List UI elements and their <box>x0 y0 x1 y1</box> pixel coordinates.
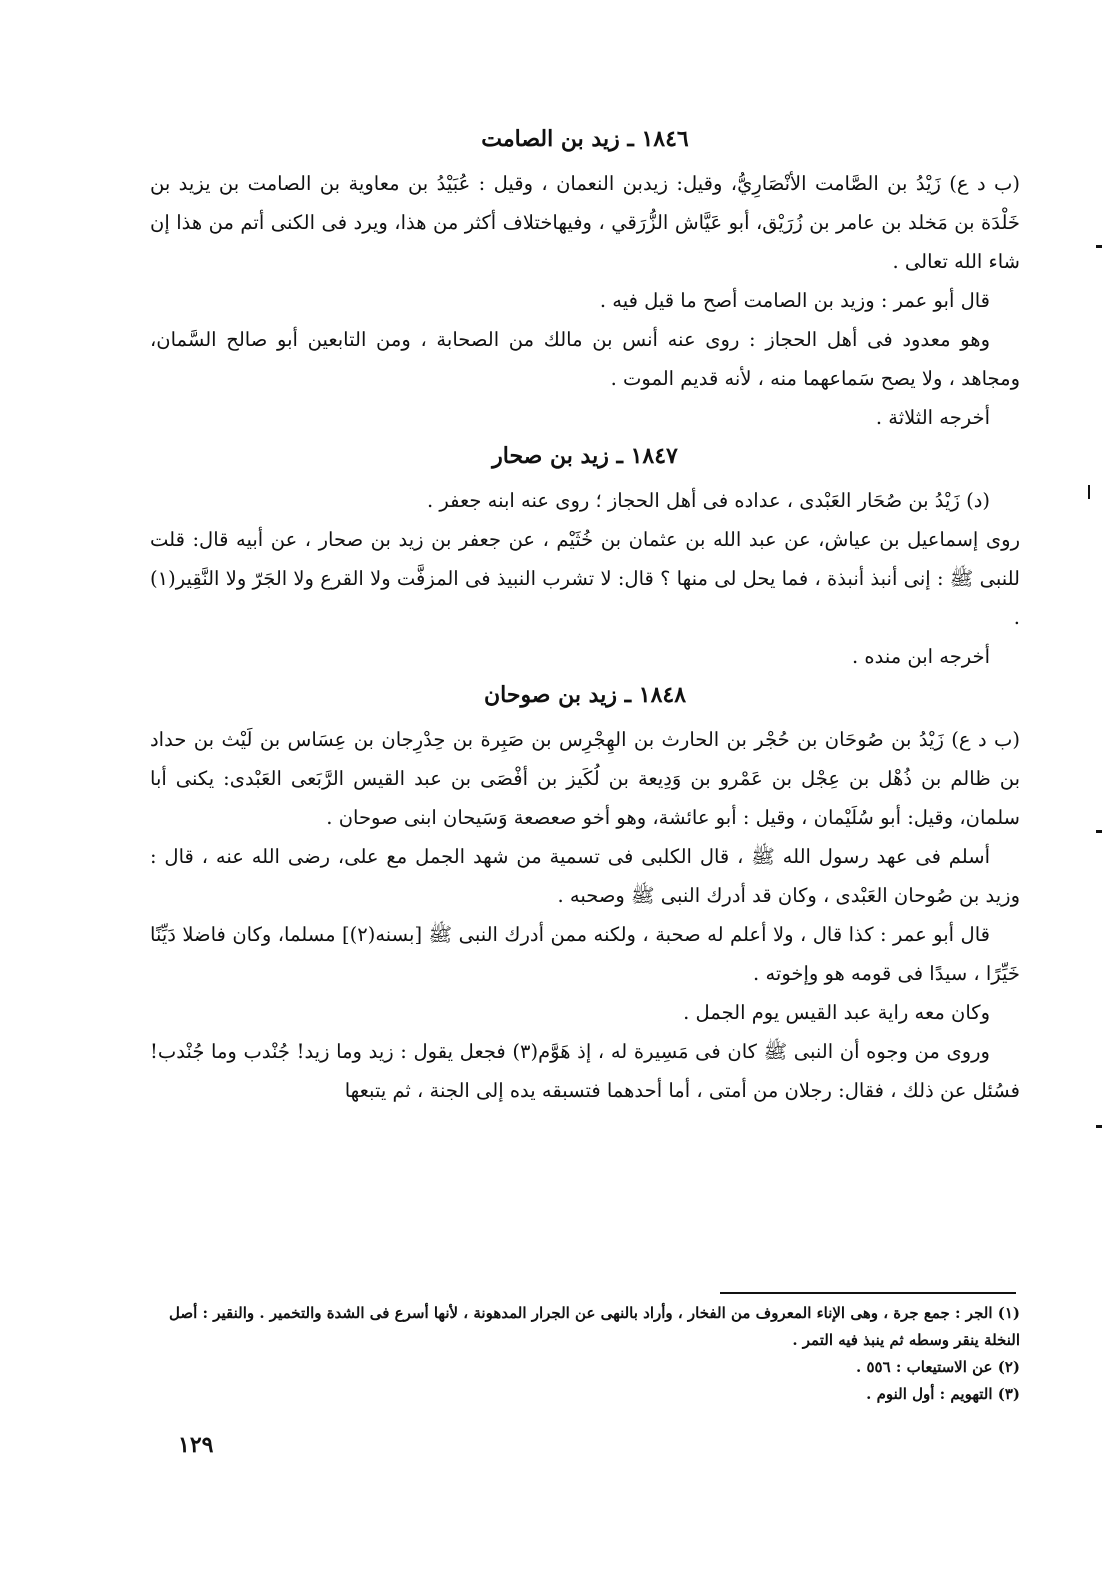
document-body <box>150 120 1020 1110</box>
entry-paragraph: أسلم فى عهد رسول الله ﷺ ، قال الكلبى فى تسمية من شهد الجمل مع على، رضى الله عنه ، قال : وزيد بن صُوحان العَبْدى ، وكان قد أدرك النبى ﷺ وصحبه . <box>150 845 1020 907</box>
page-number: ١٢٩ <box>178 1432 214 1458</box>
entry-paragraph: (ب د ع) زَيْدُ بن الصَّامت الأنْصَارِيُّ، وقيل: زيدبن النعمان ، وقيل : عُبَيْدُ بن معاوية بن الصامت بن يزيد بن خَلْدَة بن مَخلد بن عامر بن زُرَيْق، أبو عَيَّاش الزُّرَقي ، وفيهاختلاف أكثر من هذا، ويرد فى الكنى أتم من هذا إن شاء الله تعالى . <box>150 172 1020 273</box>
footnote: (٣) التهويم : أول النوم . <box>866 1385 1020 1403</box>
entry-1846 <box>150 126 1020 437</box>
footnote-separator <box>720 1292 1016 1294</box>
entry-paragraph: (ب د ع) زَيْدُ بن صُوحَان بن حُجْر بن الحارث بن الهِجْرِس بن صَبِرة بن حِدْرِجان بن عِسَاس بن لَيْث بن حداد بن ظالم بن ذُهْل بن عِجْل بن عَمْرو بن وَدِيعة بن لُكَيز بن أفْصَى بن عبد القيس الرَّبَعى العَبْدى: يكنى أبا سلمان، وقيل: أبو سُلَيْمان ، وقيل : أبو عائشة، وهو أخو صعصعة وَسَيحان ابنى صوحان . <box>150 728 1020 829</box>
entry-heading: ١٨٤٦ ـ زيد بن الصامت <box>481 126 689 152</box>
margin-mark <box>1088 485 1090 499</box>
entry-paragraph: وروى من وجوه أن النبى ﷺ كان فى مَسِيرة له ، إذ هَوَّم(٣) فجعل يقول : زيد وما زيد! جُنْدب وما جُنْدب! فسُئل عن ذلك ، فقال: رجلان من أمتى ، أما أحدهما فتسبقه يده إلى الجنة ، ثم يتبعها <box>150 1040 1020 1102</box>
footnotes <box>150 1300 1020 1408</box>
entry-1848 <box>150 682 1020 1110</box>
entry-1847 <box>150 443 1020 676</box>
entry-paragraph: أخرجه الثلاثة . <box>875 406 990 429</box>
margin-mark <box>1096 830 1102 833</box>
margin-mark <box>1096 245 1102 248</box>
entry-paragraph: وهو معدود فى أهل الحجاز : روى عنه أنس بن مالك من الصحابة ، ومن التابعين أبو صالح السَّمان، ومجاهد ، ولا يصح سَماعهما منه ، لأنه قديم الموت . <box>150 328 1020 390</box>
margin-mark <box>1096 1125 1102 1128</box>
entry-heading: ١٨٤٧ ـ زيد بن صحار <box>492 443 678 469</box>
entry-paragraph: (د) زَيْدُ بن صُحَار العَبْدى ، عداده فى أهل الحجاز ؛ روى عنه ابنه جعفر . <box>426 489 990 512</box>
entry-paragraph: أخرجه ابن منده . <box>851 645 990 668</box>
entry-paragraph: قال أبو عمر : كذا قال ، ولا أعلم له صحبة ، ولكنه ممن أدرك النبى ﷺ [بسنه(٢)] مسلما، وكان فاضلا دَيِّنًا خَيِّرًا ، سيدًا فى قومه هو وإخوته . <box>150 923 1020 985</box>
entry-paragraph: قال أبو عمر : وزيد بن الصامت أصح ما قيل فيه . <box>599 289 990 312</box>
footnote: (٢) عن الاستيعاب : ٥٥٦ . <box>856 1358 1020 1376</box>
entry-heading: ١٨٤٨ ـ زيد بن صوحان <box>483 682 687 708</box>
entry-paragraph: روى إسماعيل بن عياش، عن عبد الله بن عثمان بن خُثَيْم ، عن جعفر بن زيد بن صحار ، عن أبيه قال: قلت للنبى ﷺ : إنى أنبذ أنبذة ، فما يحل لى منها ؟ قال: لا تشرب النبيذ فى المزفَّت ولا القرع ولا الجَرّ ولا النَّقِير(١) . <box>150 528 1020 629</box>
entry-paragraph: وكان معه راية عبد القيس يوم الجمل . <box>683 1001 990 1024</box>
footnote: (١) الجر : جمع جرة ، وهى الإناء المعروف من الفخار ، وأراد بالنهى عن الجرار المدهونة ، لأنها أسرع فى الشدة والتخمير . والنقير : أصل النخلة ينقر وسطه ثم ينبذ فيه التمر . <box>169 1304 1020 1349</box>
